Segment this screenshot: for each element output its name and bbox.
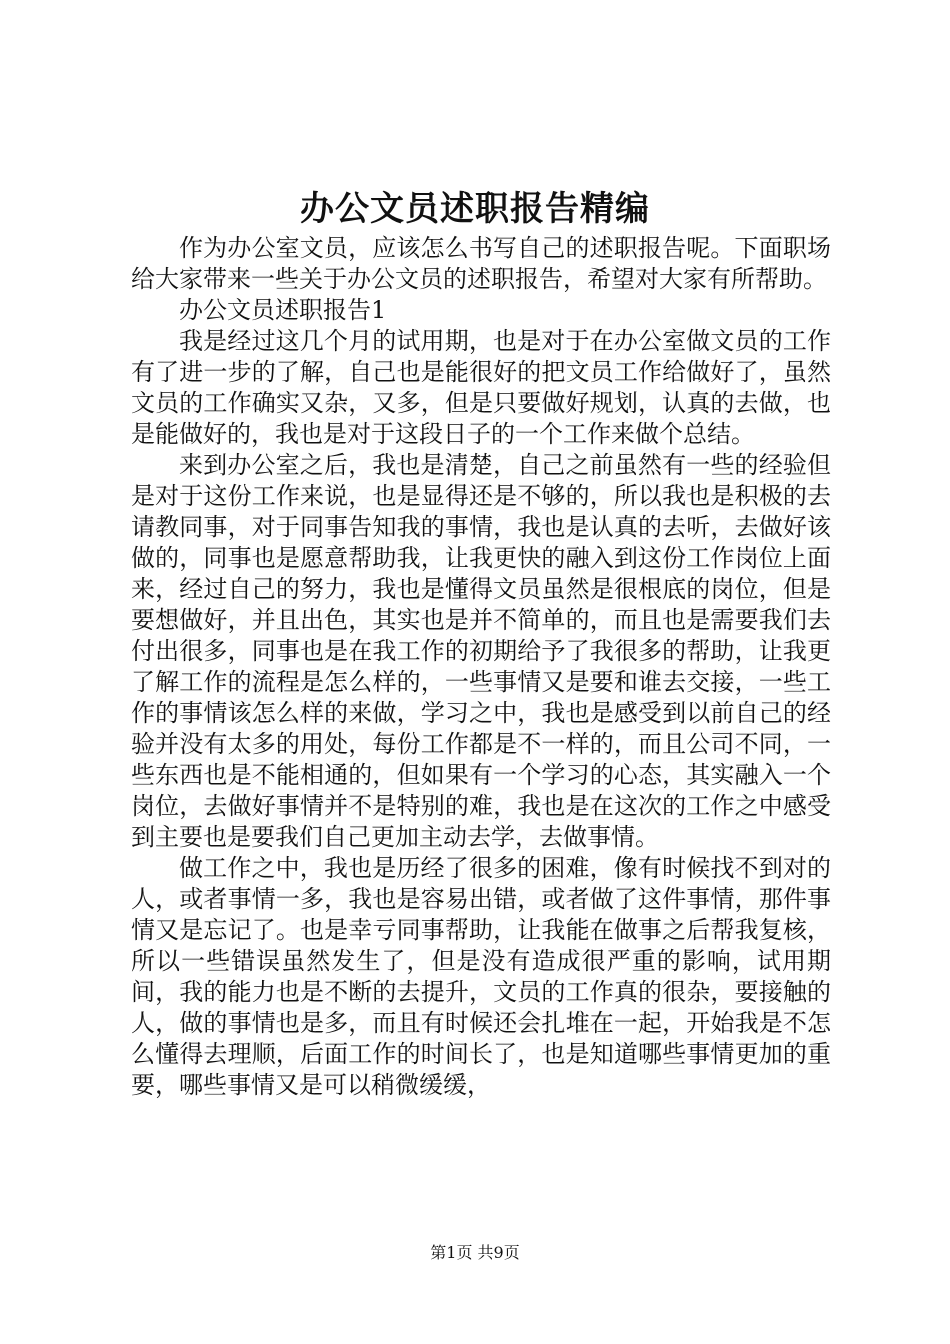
intro-paragraph: 作为办公室文员，应该怎么书写自己的述职报告呢。下面职场给大家带来一些关于办公文员的述职报告，希望对大家有所帮助。 — [131, 234, 831, 293]
body-paragraph: 做工作之中，我也是历经了很多的困难，像有时候找不到对的人，或者事情一多，我也是容易出错，或者做了这件事情，那件事情又是忘记了。也是幸亏同事帮助，让我能在做事之后帮我复核，所以一些错误虽然发生了，但是没有造成很严重的影响，试用期间，我的能力也是不断的去提升，文员的工作真的很杂，要接触的人，做的事情也是多，而且有时候还会扎堆在一起，开始我是不怎么懂得去理顺，后面工作的时间长了，也是知道哪些事情更加的重要，哪些事情又是可以稍微缓缓， — [131, 854, 831, 1099]
body-paragraph: 我是经过这几个月的试用期，也是对于在办公室做文员的工作有了进一步的了解，自己也是能很好的把文员工作给做好了，虽然文员的工作确实又杂，又多，但是只要做好规划，认真的去做，也是能做好的，我也是对于这段日子的一个工作来做个总结。 — [131, 327, 831, 448]
document-title: 办公文员述职报告精编 — [300, 189, 650, 229]
body-paragraph: 来到办公室之后，我也是清楚，自己之前虽然有一些的经验但是对于这份工作来说，也是显得还是不够的，所以我也是积极的去请教同事，对于同事告知我的事情，我也是认真的去听，去做好该做的，同事也是愿意帮助我，让我更快的融入到这份工作岗位上面来，经过自己的努力，我也是懂得文员虽然是很根底的岗位，但是要想做好，并且出色，其实也是并不简单的，而且也是需要我们去付出很多，同事也是在我工作的初期给予了我很多的帮助，让我更了解工作的流程是怎么样的，一些事情又是要和谁去交接，一些工作的事情该怎么样的来做，学习之中，我也是感受到以前自己的经验并没有太多的用处，每份工作都是不一样的，而且公司不同，一些东西也是不能相通的，但如果有一个学习的心态，其实融入一个岗位，去做好事情并不是特别的难，我也是在这次的工作之中感受到主要也是要我们自己更加主动去学，去做事情。 — [131, 451, 831, 851]
page-number-footer: 第1页 共9页 — [430, 1243, 520, 1262]
document-body — [131, 233, 831, 1101]
section-heading: 办公文员述职报告1 — [179, 296, 387, 324]
